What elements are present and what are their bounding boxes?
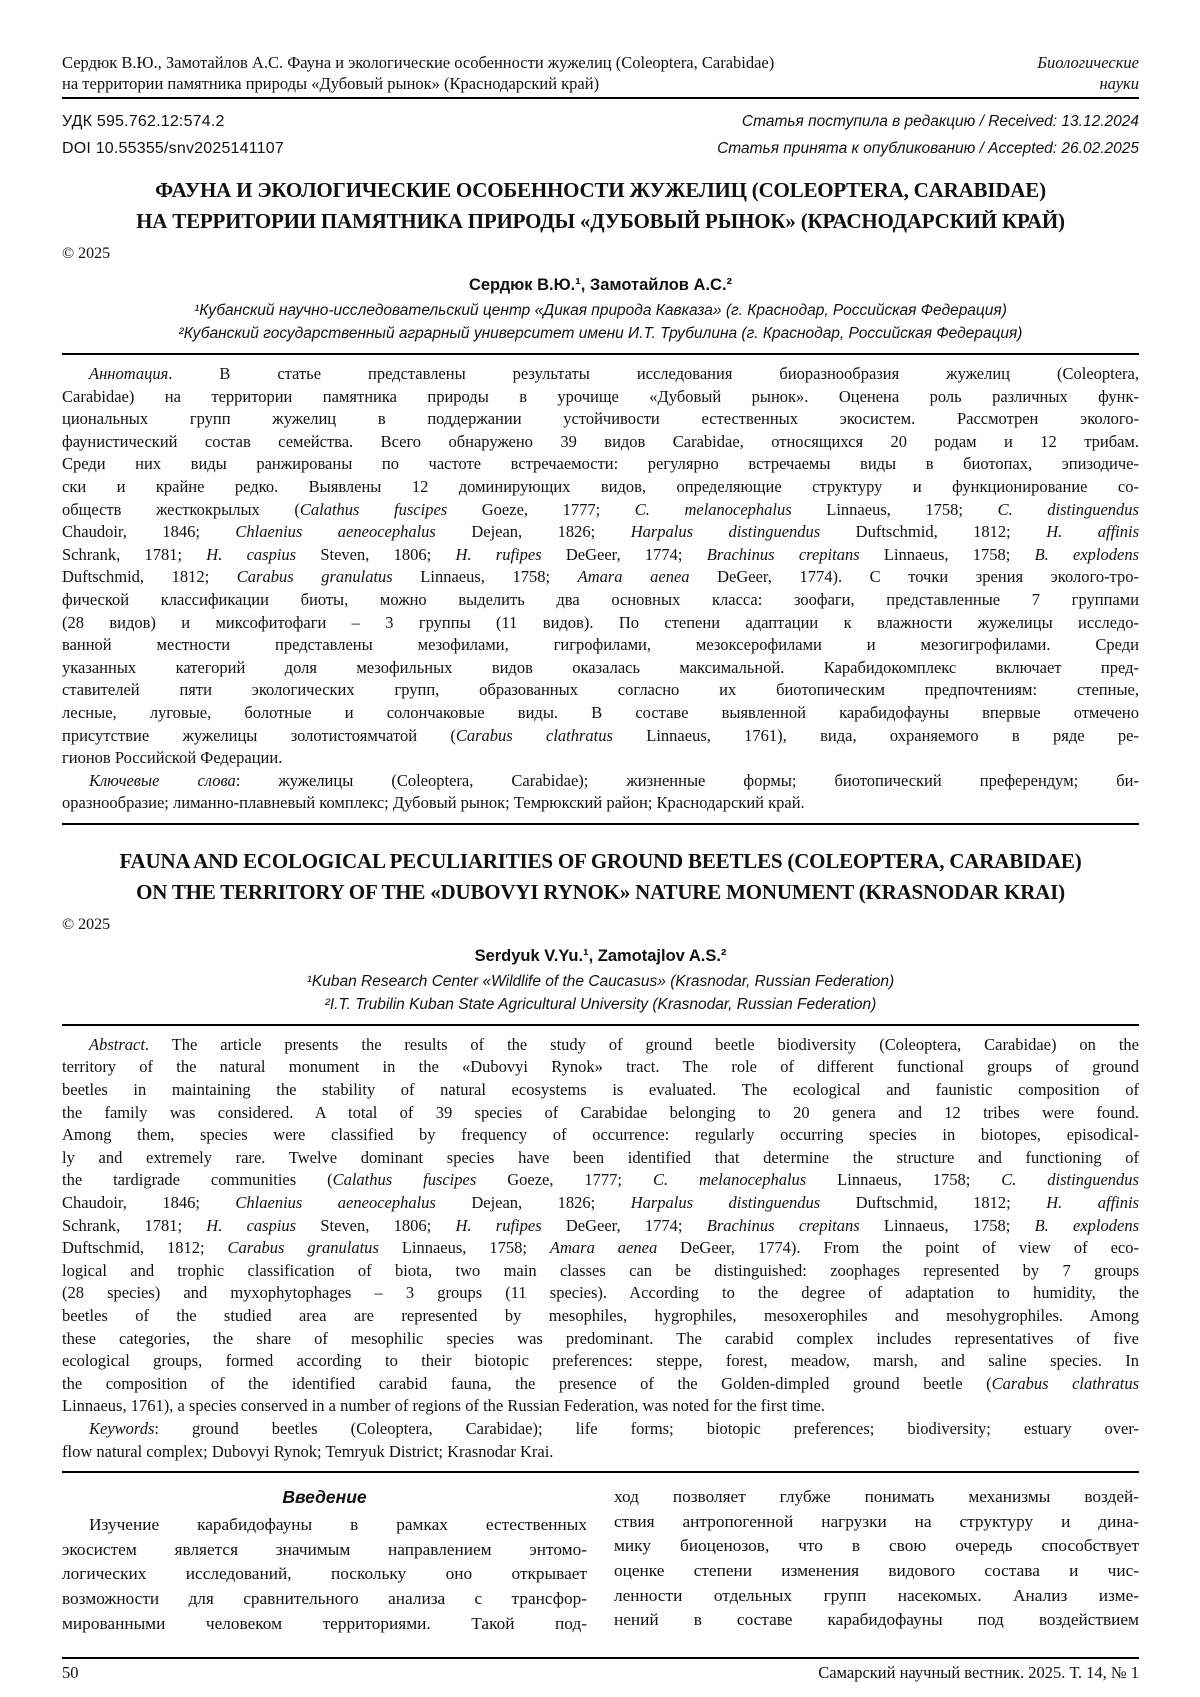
keywords-ru: Ключевые слова: жужелицы (Coleoptera, Carabidae); жизненные формы; биотопический преферендум; би- оразнообразие; лиманно-плавневый комплекс; Дубовый рынок; Темрюкский район; Краснодарский край. [62, 770, 1139, 813]
authors-en: Serdyuk V.Yu.¹, Zamotajlov A.S.² [474, 946, 727, 965]
intro-column-right [614, 1485, 1139, 1636]
running-header [62, 52, 1139, 94]
page-number: 50 [62, 1663, 79, 1682]
abstract-en: Abstract. The article presents the results of the study of ground beetle biodiversity (Coleoptera, Carabidae) on the territory of the natural monument in the «Dubovyi Rynok» tract. The role of different functional groups of ground beetles in maintaining the stability of natural ecosystems is evaluated. The ecological and faunistic composition of the family was considered. A total of 39 species of Carabidae belonging to 20 genera and 12 tribes were found. Among them, species were classified by frequency of occurrence: regularly occurring species in biotopes, episodical- ly and extremely rare. Twelve dominant species have been identified that determine the structure and functioning of the tardigrade communities (Calathus fuscipes Goeze, 1777; C. melanocephalus Linnaeus, 1758; C. distinguendus Chaudoir, 1846; Chlaenius aeneocephalus Dejean, 1826; Harpalus distinguendus Duftschmid, 1812; H. affinis Schrank, 1781; H. caspius Steven, 1806; H. rufipes DeGeer, 1774; Brachinus crepitans Linnaeus, 1758; B. explodens Duftschmid, 1812; Carabus granulatus Linnaeus, 1758; Amara aenea DeGeer, 1774). From the point of view of eco- logical and trophic classification of biota, two main classes can be distinguished: zoophages represented by 7 groups (28 species) and myxophytophages – 3 groups (11 species). According to the degree of adaptation to humidity, the beetles of the studied area are represented by mesophiles, hygrophiles, mesoxerophiles and mesohygrophiles. Among these categories, the share of mesophilic species was predominant. The carabid complex includes representatives of five ecological groups, formed according to their biotopic preferences: steppe, forest, meadow, marsh, and saline species. In the composition of the identified carabid fauna, the presence of the Golden-dimpled ground beetle (Carabus clathratus Linnaeus, 1761), a species conserved in a number of regions of the Russian Federation, was noted for the first time. [62, 1034, 1140, 1416]
intro-left-paragraph: Изучение карабидофауны в рамках естественных экосистем является значимым направлением энтомо- логических исследований, поскольку оно открывает возможности для сравнительного анализа с трансфор- мированными человеком территориями. Такой под- [62, 1515, 587, 1633]
accepted-note: Статья принята к опубликованию / Accepted: 26.02.2025 [717, 140, 1139, 157]
introduction-section [62, 1485, 1139, 1636]
affiliations-en [62, 970, 1139, 1016]
affiliation-1-ru: ¹Кубанский научно-исследовательский центр «Дикая природа Кавказа» (г. Краснодар, Российская Федерация) [194, 302, 1007, 319]
running-header-line2: на территории памятника природы «Дубовый рынок» (Краснодарский край) [62, 74, 600, 93]
authors-ru: Сердюк В.Ю.¹, Замотайлов А.С.² [468, 276, 733, 294]
affiliation-2-ru: ²Кубанский государственный аграрный университет имени И.Т. Трубилина (г. Краснодар, Российская Федерация) [178, 325, 1023, 342]
article-title-en: FAUNA AND ECOLOGICAL PECULIARITIES OF GROUND BEETLES (COLEOPTERA, CARABIDAE) ON THE TERRITORY OF THE «DUBOVYI RYNOK» NATURE MONUMENT (KRASNODAR KRAI) [119, 848, 1082, 904]
article-meta [62, 113, 1139, 158]
meta-row-udk [62, 113, 1139, 131]
divider-above-abstract-en [62, 1024, 1139, 1026]
running-header-article-ref [62, 52, 774, 94]
received-note: Статья поступила в редакцию / Received: 13.12.2024 [741, 113, 1139, 130]
intro-column-left [62, 1485, 587, 1636]
journal-section-label [1037, 52, 1139, 94]
copyright-en: © 2025 [62, 915, 111, 933]
affiliation-1-en: ¹Kuban Research Center «Wildlife of the Caucasus» (Krasnodar, Russian Federation) [306, 972, 895, 990]
article-title-ru: ФАУНА И ЭКОЛОГИЧЕСКИЕ ОСОБЕННОСТИ ЖУЖЕЛИЦ (COLEOPTERA, CARABIDAE) НА ТЕРРИТОРИИ ПАМЯТНИКА ПРИРОДЫ «ДУБОВЫЙ РЫНОК» (КРАСНОДАРСКИЙ КРАЙ) [136, 178, 1065, 233]
copyright-ru: © 2025 [62, 245, 111, 262]
abstract-ru: Аннотация. В статье представлены результаты исследования биоразнообразия жужелиц (Coleoptera, Carabidae) на территории памятника природы в урочище «Дубовый рынок». Оценена роль различных функ- циональных групп жужелиц в поддержании устойчивости естественных экосистем. Рассмотрен эколого- фаунистический состав семейства. Всего обнаружено 39 видов Carabidae, относящихся 20 родам и 12 трибам. Среди них виды ранжированы по частоте встречаемости: регулярно встречаемы виды в биотопах, эпизодиче- ски и крайне редко. Выявлены 12 доминирующих видов, определяющие структуру и функционирование со- обществ жесткокрылых (Calathus fuscipes Goeze, 1777; C. melanocephalus Linnaeus, 1758; C. distinguendus Chaudoir, 1846; Chlaenius aeneocephalus Dejean, 1826; Harpalus distinguendus Duftschmid, 1812; H. affinis Schrank, 1781; H. caspius Steven, 1806; H. rufipes DeGeer, 1774; Brachinus crepitans Linnaeus, 1758; B. explodens Duftschmid, 1812; Carabus granulatus Linnaeus, 1758; Amara aenea DeGeer, 1774). С точки зрения эколого-тро- фической классификации биоты, можно выделить два основных класса: зоофаги, представленные 7 группами (28 видов) и миксофитофаги – 3 группы (11 видов). По степени адаптации к влажности жужелицы исследо- ванной местности представлены мезофилами, гигрофилами, мезоксерофилами и мезогигрофилами. Среди указанных категорий доля мезофильных видов оказалась максимальной. Карабидокомплекс включает пред- ставителей пяти экологических групп, образованных согласно их биотопическим предпочтениям: степные, лесные, луговые, болотные и солончаковые виды. В составе выявленной карабидофауны впервые отмечено присутствие жужелицы золотистоямчатой (Carabus clathratus Linnaeus, 1761), вида, охраняемого в ряде ре- гионов Российской Федерации. [62, 364, 1140, 768]
intro-right-paragraph: ход позволяет глубже понимать механизмы воздей- ствия антропогенной нагрузки на структуру и дина- мику биоценозов, что в свою очередь способствует оценке степени изменения видового состава и чис- ленности отдельных групп насекомых. Анализ изме- нений в составе карабидофауны под воздействием [614, 1487, 1139, 1630]
header-divider [62, 97, 1139, 99]
journal-section-line2: науки [1099, 74, 1139, 93]
footer-row [62, 1659, 1139, 1685]
affiliation-2-en: ²I.T. Trubilin Kuban State Agricultural University (Krasnodar, Russian Federation) [324, 995, 877, 1013]
meta-row-doi [62, 140, 1139, 158]
udk-code: УДК 595.762.12:574.2 [62, 113, 225, 130]
divider-below-keywords-ru [62, 823, 1139, 825]
journal-footer-label: Самарский научный вестник. 2025. Т. 14, № 1 [818, 1663, 1139, 1682]
divider-below-keywords-en [62, 1471, 1139, 1473]
journal-section-line1: Биологические [1037, 53, 1139, 72]
introduction-heading: Введение [282, 1487, 367, 1508]
running-header-line1: Сердюк В.Ю., Замотайлов А.С. Фауна и экологические особенности жужелиц (Coleoptera, Carabidae) [62, 53, 775, 72]
divider-above-abstract-ru [62, 353, 1139, 355]
doi-code: DOI 10.55355/snv2025141107 [62, 140, 284, 157]
page-footer [62, 1657, 1139, 1685]
affiliations-ru [62, 299, 1139, 345]
keywords-en: Keywords: ground beetles (Coleoptera, Carabidae); life forms; biotopic preferences; biodiversity; estuary over- flow natural complex; Dubovyi Rynok; Temryuk District; Krasnodar Krai. [62, 1418, 1139, 1461]
